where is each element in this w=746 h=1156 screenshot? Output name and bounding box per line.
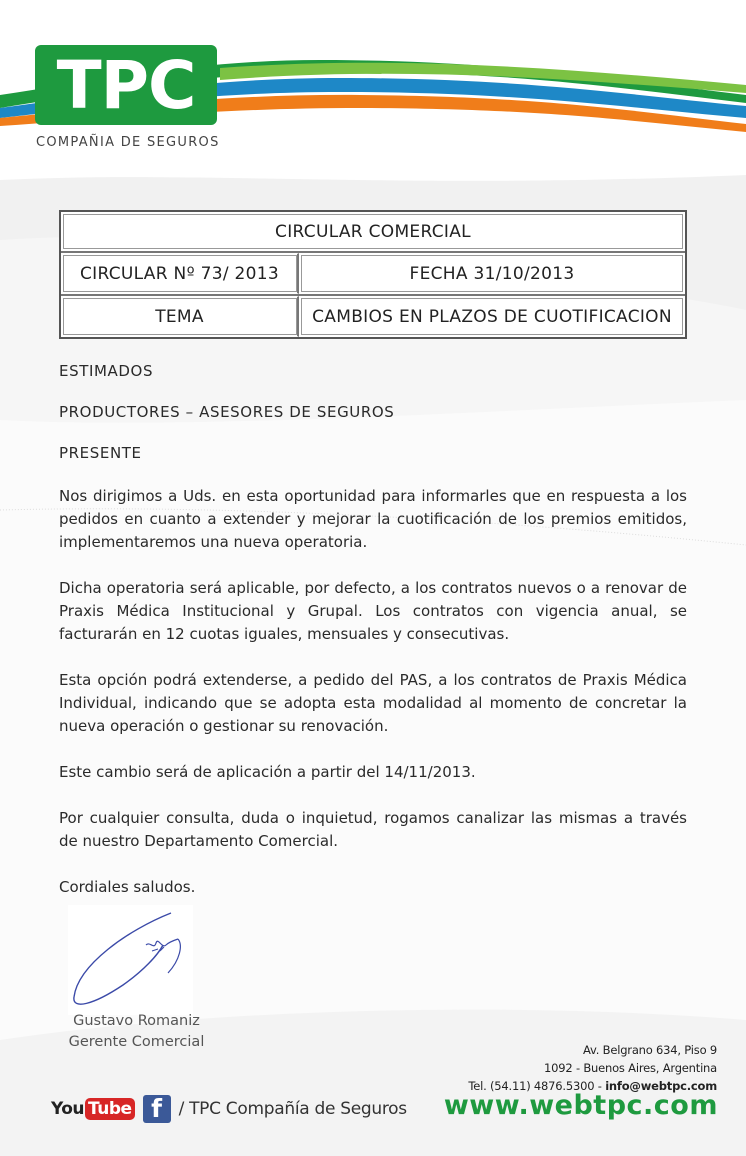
table-row bbox=[61, 212, 685, 251]
circular-number: CIRCULAR Nº 73/ 2013 bbox=[61, 253, 299, 294]
handwritten-signature bbox=[68, 905, 193, 1015]
body-paragraph: Dicha operatoria será aplicable, por defecto, a los contratos nuevos o a renovar de Praxis Médica Institucional y Grupal. Los contratos con vigencia anual, se facturarán en 12 cuotas iguales, mensuales y consecutivas. bbox=[59, 579, 687, 643]
body-paragraph: Esta opción podrá extenderse, a pedido del PAS, a los contratos de Praxis Médica Individual, indicando que se adopta esta modalidad al momento de concretar la nueva operación o gestionar su renovación. bbox=[59, 671, 687, 735]
social-caption: / TPC Compañía de Seguros bbox=[178, 1099, 407, 1119]
signer-name: Gustavo Romaniz bbox=[73, 1013, 200, 1029]
body-paragraph: Por cualquier consulta, duda o inquietud, rogamos canalizar las mismas a través de nuestro Departamento Comercial. bbox=[59, 809, 687, 850]
body-paragraph: Nos dirigimos a Uds. en esta oportunidad para informarles que en respuesta a los pedidos en cuanto a extender y mejorar la cuotificación de los premios emitidos, implementaremos una nueva operatoria. bbox=[59, 487, 687, 551]
table-title: CIRCULAR COMERCIAL bbox=[61, 212, 685, 251]
topic-label: TEMA bbox=[61, 296, 299, 337]
company-subtitle: COMPAÑIA DE SEGUROS bbox=[36, 135, 220, 150]
circular-table bbox=[59, 210, 687, 339]
youtube-icon[interactable]: You bbox=[51, 1099, 85, 1119]
greeting-line: PRESENTE bbox=[59, 444, 142, 462]
tpc-logo: TPC bbox=[35, 45, 217, 125]
greeting-line: ESTIMADOS bbox=[59, 362, 154, 380]
facebook-icon[interactable]: f bbox=[143, 1095, 171, 1123]
address-line: 1092 - Buenos Aires, Argentina bbox=[544, 1061, 717, 1075]
closing-text: Cordiales saludos. bbox=[59, 878, 196, 896]
phone-text: Tel. (54.11) 4876.5300 - bbox=[468, 1079, 606, 1093]
table-row bbox=[61, 251, 685, 294]
address-line: Av. Belgrano 634, Piso 9 bbox=[583, 1043, 717, 1057]
table-row bbox=[61, 294, 685, 337]
topic-value: CAMBIOS EN PLAZOS DE CUOTIFICACION bbox=[299, 296, 685, 337]
website-link[interactable]: www.webtpc.com bbox=[443, 1090, 718, 1121]
signer-role: Gerente Comercial bbox=[68, 1034, 205, 1050]
circular-date: FECHA 31/10/2013 bbox=[299, 253, 685, 294]
greeting-line: PRODUCTORES – ASESORES DE SEGUROS bbox=[59, 403, 395, 421]
email-link[interactable]: info@webtpc.com bbox=[605, 1079, 717, 1093]
social-links bbox=[51, 1095, 407, 1123]
youtube-tube-badge[interactable]: Tube bbox=[85, 1098, 135, 1120]
body-paragraph: Este cambio será de aplicación a partir del 14/11/2013. bbox=[59, 763, 476, 781]
